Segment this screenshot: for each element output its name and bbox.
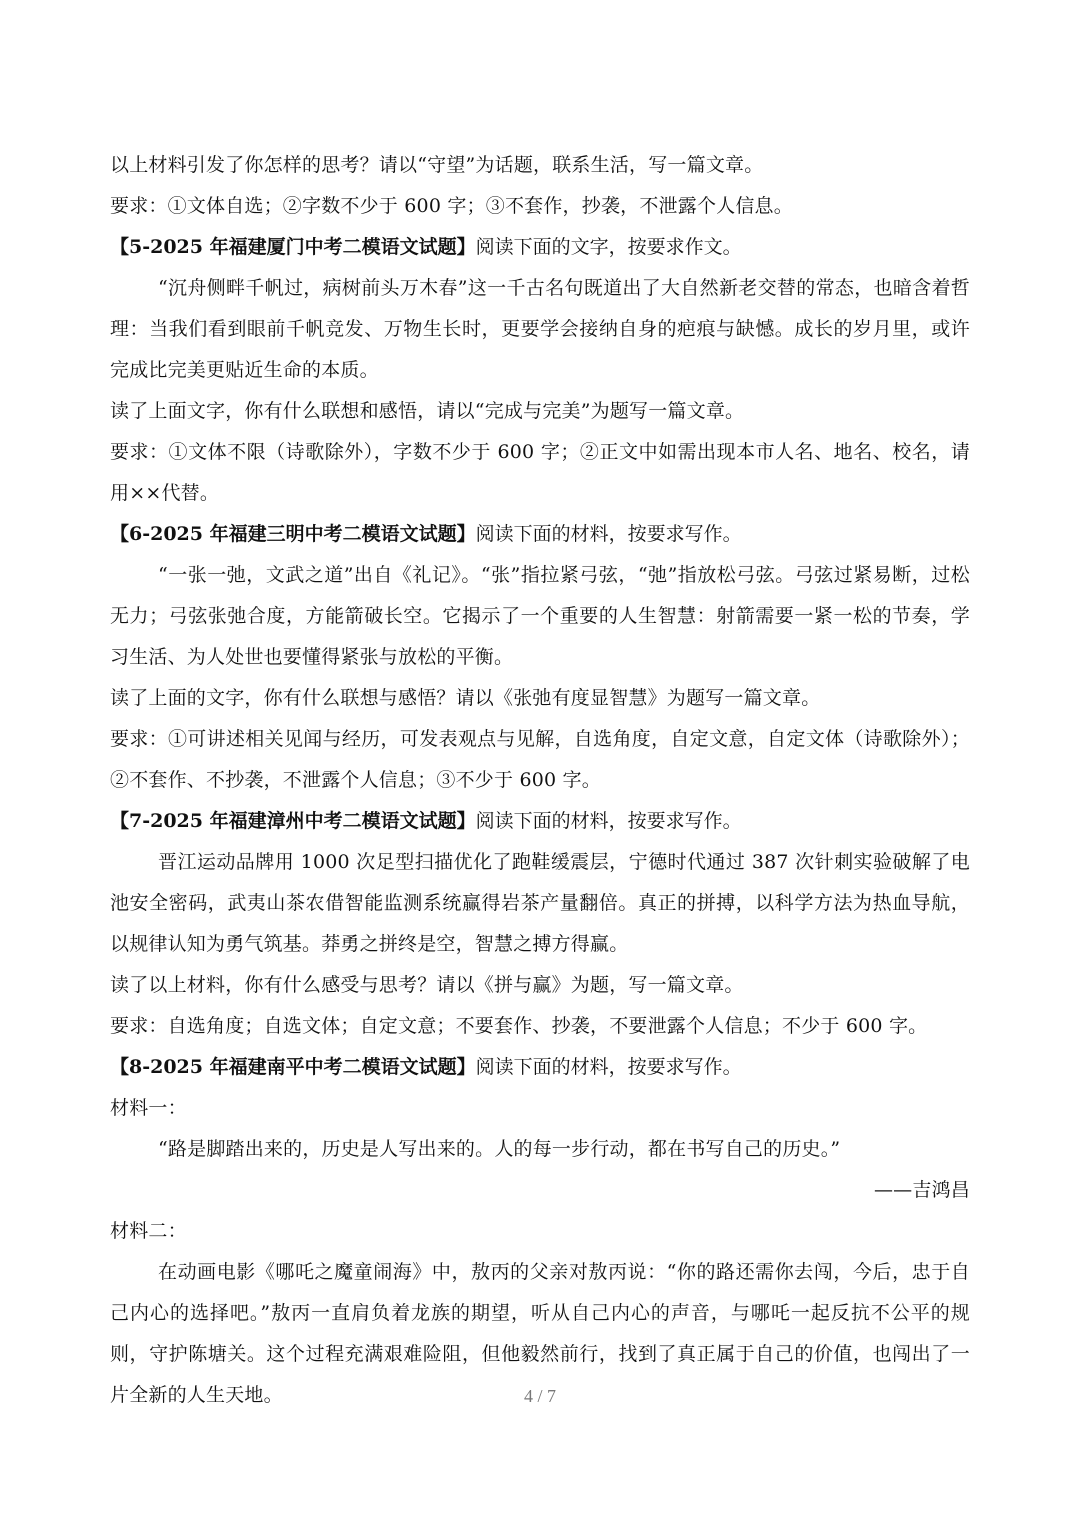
question-instruction: 阅读下面的材料，按要求写作。 xyxy=(475,1056,742,1078)
prompt: 读了上面的文字，你有什么联想与感悟？请以《张弛有度显智慧》为题写一篇文章。 xyxy=(110,687,821,709)
material-paragraph: 在动画电影《哪吒之魔童闹海》中，敖丙的父亲对敖丙说：“你的路还需你去闯，今后，忠于自己内心的选择吧。”敖丙一直肩负着龙族的期望，听从自己内心的声音，与哪吒一起反抗不公平的规则，守护陈塘关。这个过程充满艰难险阻，但他毅然前行，找到了真正属于自己的价值，也闯出了一片全新的人生天地。 xyxy=(110,1261,970,1406)
page-number: 4 / 7 xyxy=(523,1386,556,1406)
requirements: 要求：①文体不限（诗歌除外），字数不少于 600 字；②正文中如需出现本市人名、地名、校名，请用××代替。 xyxy=(110,441,970,504)
question-title: 【8-2025 年福建南平中考二模语文试题】 xyxy=(110,1056,476,1078)
material-label: 材料一： xyxy=(110,1097,187,1119)
requirements: 要求：①可讲述相关见闻与经历，可发表观点与见解，自选角度，自定文意，自定文体（诗歌除外）；②不套作、不抄袭，不泄露个人信息；③不少于 600 字。 xyxy=(110,728,970,791)
question-title: 【5-2025 年福建厦门中考二模语文试题】 xyxy=(110,236,476,258)
requirements: 要求：①文体自选；②字数不少于 600 字；③不套作，抄袭，不泄露个人信息。 xyxy=(110,195,793,217)
question-title: 【7-2025 年福建漳州中考二模语文试题】 xyxy=(110,810,476,832)
question-instruction: 阅读下面的材料，按要求写作。 xyxy=(475,810,742,832)
material-paragraph: “一张一弛，文武之道”出自《礼记》。“张”指拉紧弓弦，“弛”指放松弓弦。弓弦过紧易断，过松无力；弓弦张弛合度，方能箭破长空。它揭示了一个重要的人生智慧：射箭需要一紧一松的节奏，学习生活、为人处世也要懂得紧张与放松的平衡。 xyxy=(110,564,970,668)
question-instruction: 阅读下面的文字，按要求作文。 xyxy=(475,236,742,258)
material-paragraph: “沉舟侧畔千帆过，病树前头万木春”这一千古名句既道出了大自然新老交替的常态，也暗含着哲理：当我们看到眼前千帆竞发、万物生长时，更要学会接纳自身的疤痕与缺憾。成长的岁月里，或许完成比完美更贴近生命的本质。 xyxy=(110,277,970,381)
quote-attribution: ——吉鸿昌 xyxy=(873,1179,970,1201)
prompt: 读了上面文字，你有什么联想和感悟，请以“完成与完美”为题写一篇文章。 xyxy=(110,400,745,422)
material-label: 材料二： xyxy=(110,1220,187,1242)
question-title: 【6-2025 年福建三明中考二模语文试题】 xyxy=(110,523,476,545)
question-instruction: 阅读下面的材料，按要求写作。 xyxy=(475,523,742,545)
paragraph: 以上材料引发了你怎样的思考？请以“守望”为话题，联系生活，写一篇文章。 xyxy=(110,154,764,176)
page-content xyxy=(110,145,970,1416)
prompt: 读了以上材料，你有什么感受与思考？请以《拼与赢》为题，写一篇文章。 xyxy=(110,974,744,996)
requirements: 要求：自选角度；自选文体；自定文意；不要套作、抄袭，不要泄露个人信息；不少于 600 字。 xyxy=(110,1015,928,1037)
material-paragraph: 晋江运动品牌用 1000 次足型扫描优化了跑鞋缓震层，宁德时代通过 387 次针刺实验破解了电池安全密码，武夷山茶农借智能监测系统赢得岩茶产量翻倍。真正的拼搏，以科学方法为热血导航，以规律认知为勇气筑基。莽勇之拼终是空，智慧之搏方得赢。 xyxy=(110,851,970,955)
question-heading xyxy=(110,1047,970,1088)
question-heading xyxy=(110,227,970,268)
quote-paragraph: “路是脚踏出来的，历史是人写出来的。人的每一步行动，都在书写自己的历史。” xyxy=(158,1138,841,1160)
question-heading xyxy=(110,514,970,555)
question-heading xyxy=(110,801,970,842)
